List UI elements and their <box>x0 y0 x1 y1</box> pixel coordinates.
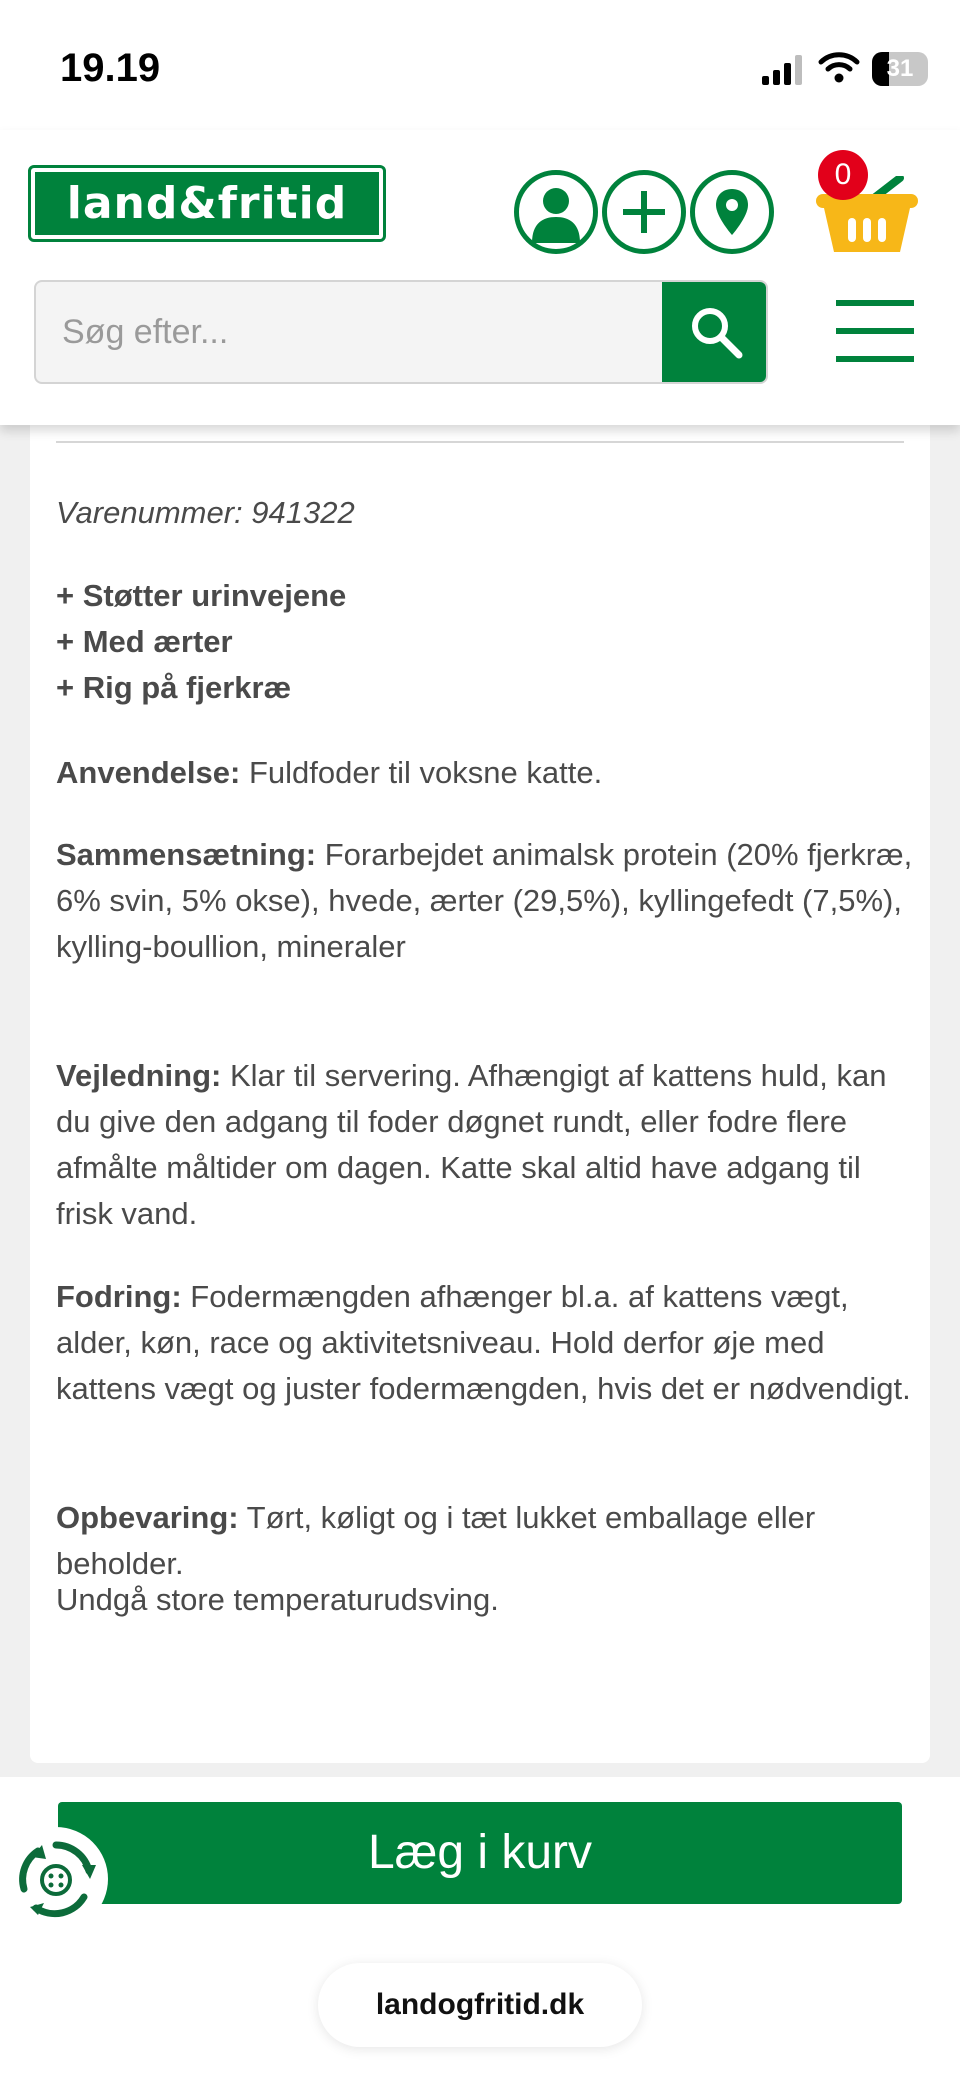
store-locator-button[interactable] <box>690 170 774 254</box>
site-logo[interactable] <box>28 165 386 242</box>
cart-count-badge: 0 <box>818 150 868 200</box>
usage-text: Fuldfoder til voksne katte. <box>240 755 603 790</box>
account-button[interactable] <box>514 170 598 254</box>
feature-item: + Rig på fjerkræ <box>56 670 292 705</box>
logo-text: land&fritid <box>35 172 379 235</box>
guidance-text: Klar til servering. Afhængigt af kattens huld, kan du give den adgang til foder døgnet rundt, eller fodre flere afmålte måltider om dagen. Katte skal altid have adgang til frisk vand. <box>56 1058 887 1231</box>
search-icon <box>689 305 743 359</box>
storage-text: Tørt, køligt og i tæt lukket emballage eller beholder. <box>56 1500 816 1581</box>
temperature-note: Undgå store temperaturudsving. <box>56 1582 499 1617</box>
item-number: Varenummer: 941322 <box>56 495 355 530</box>
feature-item: + Støtter urinvejene <box>56 578 347 613</box>
feature-item: + Med ærter <box>56 624 233 659</box>
browser-url-bar[interactable]: landogfritid.dk <box>318 1963 642 2047</box>
storage-paragraph <box>56 1495 916 1587</box>
divider <box>56 441 904 443</box>
status-time: 19.19 <box>60 46 161 90</box>
hamburger-menu-icon[interactable] <box>836 300 914 362</box>
composition-text: Forarbejdet animalsk protein (20% fjerkræ, 6% svin, 5% okse), hvede, ærter (29,5%), kyllingefedt (7,5%), kylling-boullion, mineraler <box>56 837 913 964</box>
battery-icon <box>872 52 928 86</box>
recycle-badge[interactable] <box>4 1827 108 1931</box>
usage-paragraph <box>56 750 916 796</box>
search-box <box>34 280 768 384</box>
battery-level: 31 <box>886 55 914 82</box>
bottom-action-bar <box>0 1777 960 2079</box>
usage-label: Anvendelse: <box>56 755 241 790</box>
guidance-paragraph <box>56 1053 916 1237</box>
wifi-icon <box>818 50 860 84</box>
add-to-cart-button[interactable]: Læg i kurv <box>58 1802 902 1904</box>
composition-label: Sammensætning: <box>56 837 317 872</box>
feeding-label: Fodring: <box>56 1279 182 1314</box>
cellular-signal-icon <box>760 52 808 86</box>
add-button[interactable] <box>602 170 686 254</box>
guidance-label: Vejledning: <box>56 1058 222 1093</box>
location-pin-icon <box>695 175 769 249</box>
user-icon <box>519 175 593 249</box>
product-description-card <box>30 425 930 1763</box>
feature-list <box>56 573 916 711</box>
feeding-text: Fodermængden afhænger bl.a. af kattens vægt, alder, køn, race og aktivitetsniveau. Hold derfor øje med kattens vægt og juster fodermængden, hvis det er nødvendigt. <box>56 1279 911 1406</box>
search-button[interactable] <box>662 280 768 384</box>
plus-icon <box>607 175 681 249</box>
site-header <box>0 130 960 425</box>
feeding-paragraph <box>56 1274 916 1412</box>
search-input[interactable] <box>36 282 662 382</box>
storage-label: Opbevaring: <box>56 1500 239 1535</box>
composition-paragraph <box>56 832 916 970</box>
status-bar <box>0 0 960 130</box>
recycle-icon <box>12 1835 100 1923</box>
cart-button[interactable] <box>812 150 922 260</box>
